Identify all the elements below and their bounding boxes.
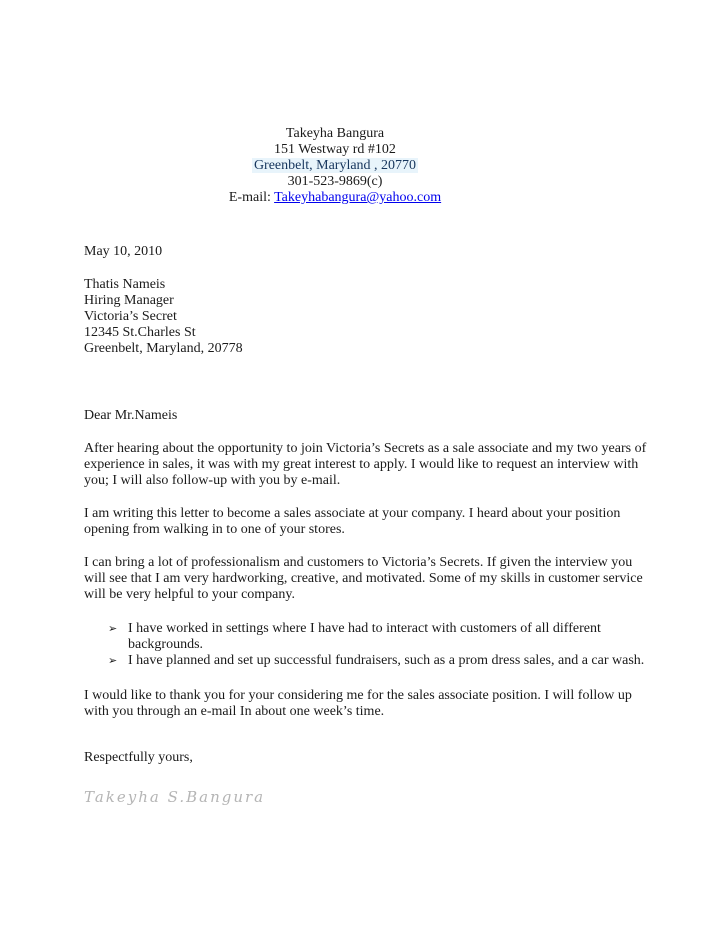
arrow-bullet-icon: ➢: [108, 622, 118, 635]
bullet-list: [84, 621, 650, 669]
salutation: Dear Mr.Nameis: [84, 408, 178, 423]
recipient-company: Victoria’s Secret: [84, 309, 177, 324]
recipient-title: Hiring Manager: [84, 293, 174, 308]
recipient-city: Greenbelt, Maryland, 20778: [84, 341, 243, 356]
bullet-item: [84, 621, 650, 653]
valediction: Respectfully yours,: [84, 750, 193, 765]
highlighted-city-text: Greenbelt, Maryland , 20770: [253, 158, 417, 173]
body-paragraph-1: After hearing about the opportunity to join Victoria’s Secrets as a sale associate and my two years of experience in sales, it was with my great interest to apply. I would like to request an interview with you; I will also follow-up with you by e-mail.: [84, 441, 647, 488]
bullet-item: [84, 653, 650, 669]
email-link[interactable]: Takeyhabangura@yahoo.com: [274, 190, 442, 205]
sender-name: Takeyha Bangura: [285, 126, 385, 141]
date-line: May 10, 2010: [84, 244, 163, 259]
recipient-name: Thatis Nameis: [84, 277, 166, 292]
sender-city-line: [84, 158, 586, 174]
email-label: E-mail:: [228, 190, 275, 205]
recipient-block: [84, 277, 650, 357]
body-paragraph-3: I can bring a lot of professionalism and customers to Victoria’s Secrets. If given the interview you will see that I am very hardworking, creative, and motivated. Some of my skills in customer service will be very helpful to your company.: [84, 555, 643, 602]
sender-email-line: [84, 190, 586, 206]
bullet-text: I have worked in settings where I have had to interact with customers of all different backgrounds.: [128, 621, 601, 652]
sender-header: [84, 126, 586, 206]
body-paragraph-2: I am writing this letter to become a sales associate at your company. I heard about your position opening from walking in to one of your stores.: [84, 506, 621, 537]
signature: Takeyha S.Bangura: [84, 788, 266, 806]
arrow-bullet-icon: ➢: [108, 654, 118, 667]
sender-address: 151 Westway rd #102: [274, 142, 396, 157]
recipient-street: 12345 St.Charles St: [84, 325, 196, 340]
bullet-text: I have planned and set up successful fundraisers, such as a prom dress sales, and a car wash.: [128, 653, 645, 668]
closing-paragraph: I would like to thank you for your considering me for the sales associate position. I will follow up with you through an e-mail In about one week’s time.: [84, 688, 632, 719]
sender-phone: 301-523-9869(c): [287, 174, 383, 189]
